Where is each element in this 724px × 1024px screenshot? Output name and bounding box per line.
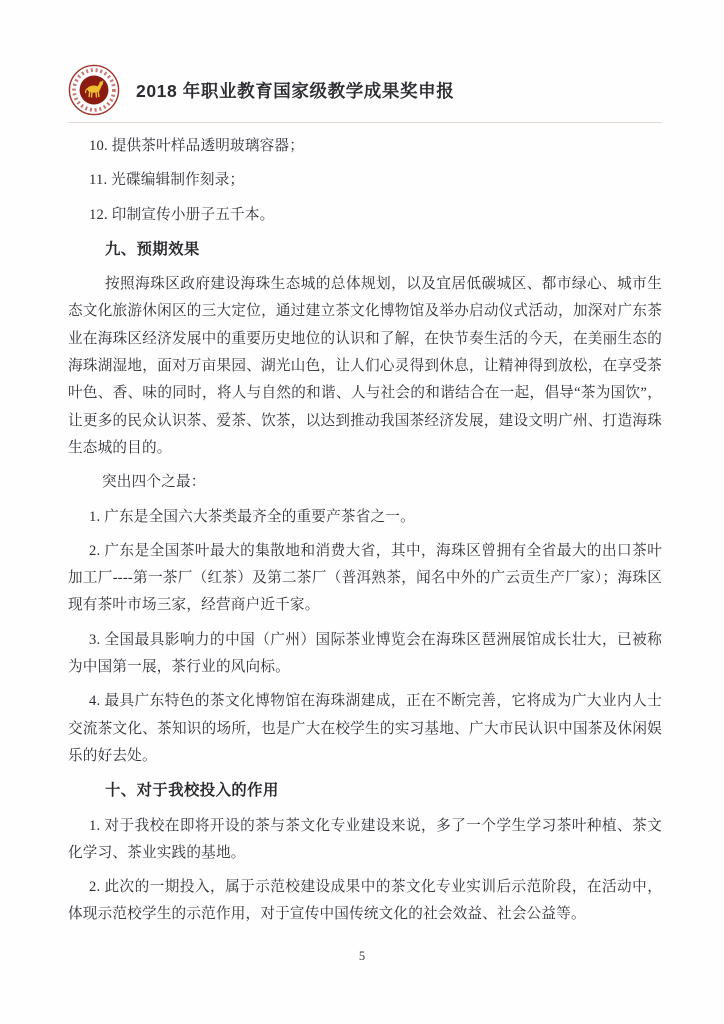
preamble-item-12: 12. 印制宣传小册子五千本。 [89,206,275,223]
section-nine-point-1: 1. 广东是全国六大茶类最齐全的重要产茶省之一。 [89,508,415,525]
section-nine-paragraph: 按照海珠区政府建设海珠生态城的总体规划，以及宜居低碳城区、都市绿心、城市生态文化旅游休闲区的三大定位，通过建立茶文化博物馆及举办启动仪式活动，加深对广东茶业在海珠区经济发展中的重要历史地位的认识和了解，在快节奏生活的今天，在美丽生态的海珠湖湿地，面对万亩果园、湖光山色，让人们心灵得到休息，让精神得到放松，在享受茶叶色、香、味的同时，将人与自然的和谐、人与社会的和谐结合在一起，倡导“茶为国饮”，让更多的民众认识茶、爱茶、饮茶，以达到推动我国茶经济发展，建设文明广州、打造海珠生态城的目的。 [68,276,662,456]
section-nine-point-3: 3. 全国最具影响力的中国（广州）国际茶业博览会在海珠区琶洲展馆成长壮大，已被称为中国第一展，茶行业的风向标。 [68,631,662,676]
document-header [68,64,662,123]
section-nine-point-2: 2. 广东是全国茶叶最大的集散地和消费大省，其中，海珠区曾拥有全省最大的出口茶叶加工厂----第一茶厂（红茶）及第二茶厂（普洱熟茶，闻名中外的广云贡生产厂家）；海珠区现有茶叶市场三家，经营商户近千家。 [68,542,662,614]
section-nine-point-4: 4. 最具广东特色的茶文化博物馆在海珠湖建成，正在不断完善，它将成为广大业内人士交流茶文化、茶知识的场所，也是广大在校学生的实习基地、广大市民认识中国茶及休闲娱乐的好去处。 [68,693,662,764]
section-nine-lead: 突出四个之最： [102,474,206,491]
section-ten-point-1: 1. 对于我校在即将开设的茶与茶文化专业建设来说，多了一个学生学习茶叶种植、茶文化学习、茶业实践的基地。 [68,817,662,861]
school-seal-logo [68,64,120,116]
section-ten-point-2: 2. 此次的一期投入，属于示范校建设成果中的茶文化专业实训后示范阶段，在活动中，体现示范校学生的示范作用，对于宣传中国传统文化的社会效益、社会公益等。 [68,879,662,923]
document-title: 2018 年职业教育国家级教学成果奖申报 [136,80,455,101]
section-ten-heading: 十、对于我校投入的作用 [105,782,279,800]
document-content [68,64,662,936]
page-number: 5 [358,949,366,963]
section-nine-heading: 九、预期效果 [105,240,200,258]
preamble-item-11: 11. 光碟编辑制作刻录； [89,172,245,189]
preamble-item-10: 10. 提供茶叶样品透明玻璃容器； [89,138,305,154]
